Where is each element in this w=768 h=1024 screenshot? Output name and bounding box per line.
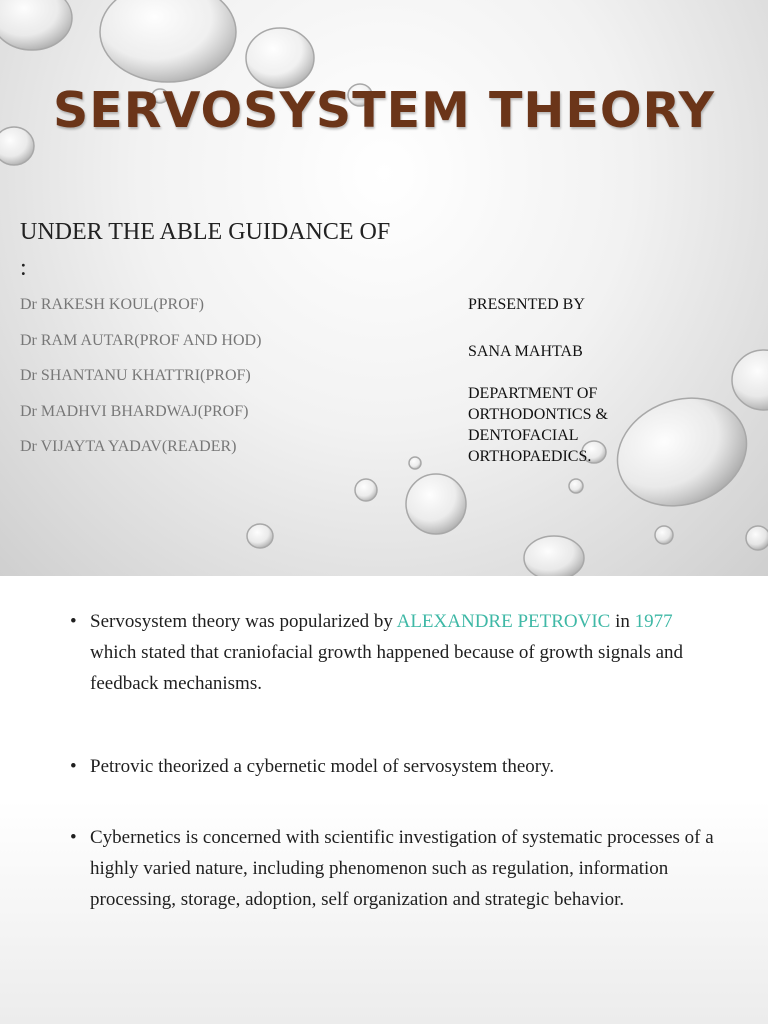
bullet-text: in xyxy=(610,611,635,632)
bullet-text: which stated that craniofacial growth happened because of growth signals and feedback mechanisms. xyxy=(90,642,684,694)
bullet-dot-icon: • xyxy=(70,611,77,632)
list-item: Dr SHANTANU KHATTRI(PROF) xyxy=(20,367,251,384)
bullet-dot-icon: • xyxy=(70,827,77,848)
water-drop xyxy=(569,479,583,493)
presented-by-label: PRESENTED BY xyxy=(468,296,585,313)
guidance-heading: UNDER THE ABLE GUIDANCE OF : xyxy=(20,219,391,281)
bullet-item xyxy=(68,606,718,699)
list-item: Dr VIJAYTA YADAV(READER) xyxy=(20,438,237,455)
water-drop xyxy=(524,536,584,576)
list-item: Dr MADHVI BHARDWAJ(PROF) xyxy=(20,402,249,420)
water-drop xyxy=(746,526,768,550)
water-drop xyxy=(732,350,768,410)
water-drop xyxy=(655,526,673,544)
water-drop xyxy=(406,474,466,534)
bullet-item xyxy=(68,822,718,915)
presenter-department: DEPARTMENT OF ORTHODONTICS & DENTOFACIAL ORTHOPAEDICS. xyxy=(468,385,608,465)
bullet-list xyxy=(68,606,718,915)
water-drop xyxy=(409,457,421,469)
presenter-block xyxy=(468,294,668,467)
bullet-text: Petrovic theorized a cybernetic model of servosystem theory. xyxy=(90,756,555,777)
bullet-dot-icon: • xyxy=(70,756,77,777)
water-drop xyxy=(247,524,273,548)
list-item: Dr RAKESH KOUL(PROF) xyxy=(20,296,205,313)
list-item: Dr RAM AUTAR(PROF AND HOD) xyxy=(20,331,262,349)
slide-title: SERVOSYSTEM THEORY xyxy=(52,82,716,139)
water-drop xyxy=(246,28,314,88)
water-drop xyxy=(100,0,236,82)
presenter-name: SANA MAHTAB xyxy=(468,343,583,360)
guide-list xyxy=(20,296,261,474)
water-drop xyxy=(0,0,72,50)
content-slide xyxy=(0,576,768,1024)
water-drop xyxy=(355,479,377,501)
highlight-year: 1977 xyxy=(634,611,673,632)
bullet-text: Cybernetics is concerned with scientific investigation of systematic processes of a highly varied nature, including phenomenon such as regulation, information processing, storage, adoption, self organization and strategic behavior. xyxy=(90,827,714,910)
bullet-text: Servosystem theory was popularized by xyxy=(90,611,397,632)
bullet-item xyxy=(68,751,718,782)
highlight-name: ALEXANDRE PETROVIC xyxy=(396,611,611,632)
